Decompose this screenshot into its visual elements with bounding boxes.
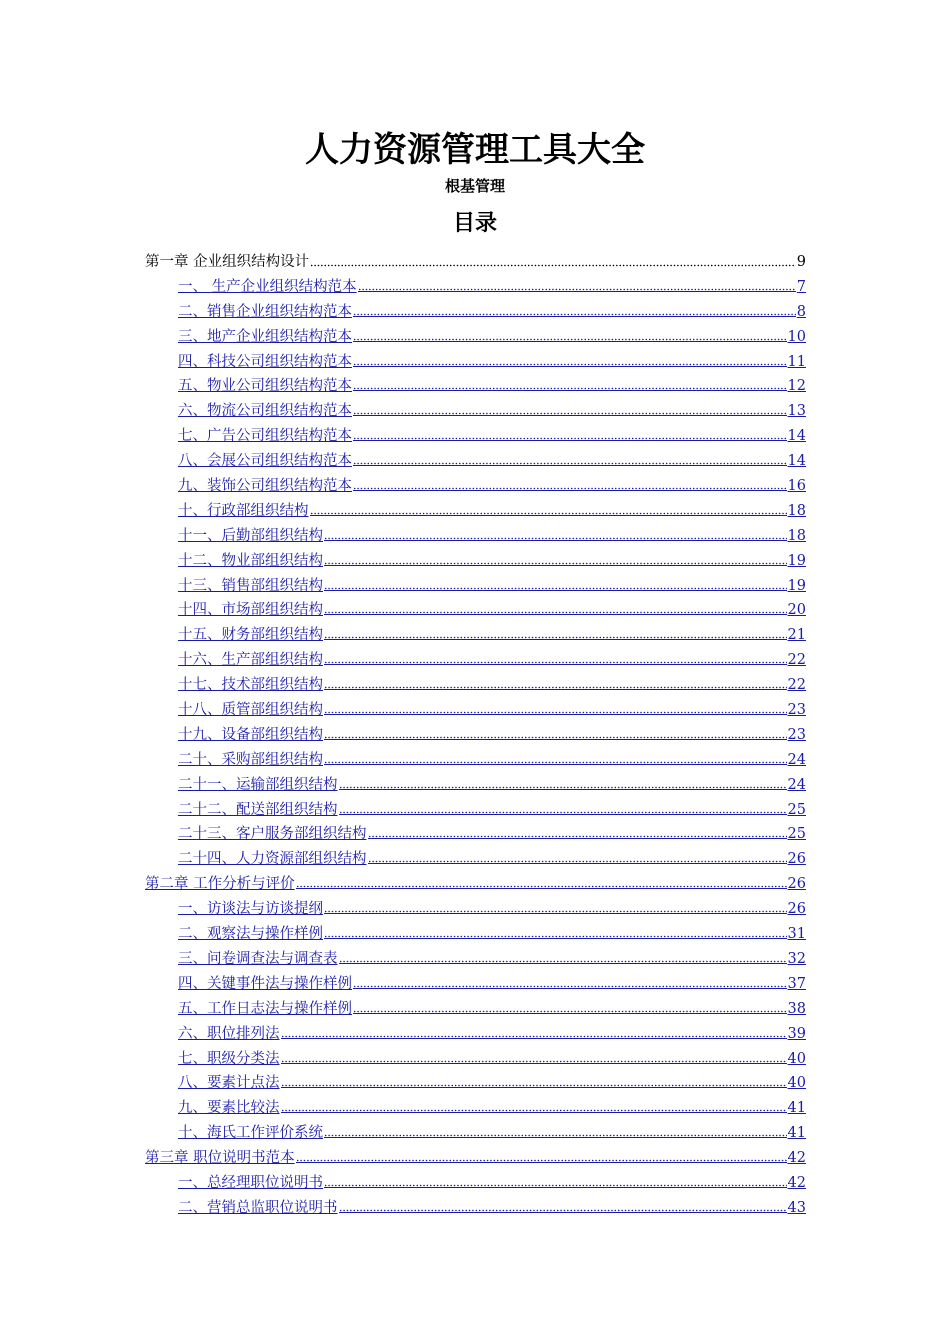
toc-dot-leader [353, 999, 787, 1014]
toc-entry-page-number: 41 [787, 1125, 806, 1142]
toc-entry-page-number: 10 [787, 328, 806, 345]
toc-chapter-entry[interactable] [145, 872, 806, 897]
toc-dot-leader [353, 974, 787, 989]
toc-entry-page-number: 14 [787, 428, 806, 445]
toc-section-entry[interactable] [145, 748, 806, 773]
toc-entry-label: 第一章 企业组织结构设计 [145, 254, 310, 270]
toc-section-entry[interactable] [145, 399, 806, 424]
toc-entry-label: 二、销售企业组织结构范本 [178, 303, 352, 320]
toc-entry-page-number: 18 [787, 527, 806, 544]
toc-section-entry[interactable] [145, 847, 806, 872]
toc-section-entry[interactable] [145, 822, 806, 847]
toc-section-entry[interactable] [145, 1096, 806, 1121]
toc-entry-label: 第二章 工作分析与评价 [145, 876, 295, 893]
toc-dot-leader [353, 401, 787, 416]
toc-entry-page-number: 39 [787, 1025, 806, 1042]
toc-section-entry[interactable] [145, 1047, 806, 1072]
toc-entry-page-number: 24 [787, 776, 806, 793]
toc-entry-label: 三、地产企业组织结构范本 [178, 328, 352, 345]
toc-dot-leader [324, 899, 787, 914]
toc-section-entry[interactable] [145, 897, 806, 922]
toc-dot-leader [353, 426, 787, 441]
toc-dot-leader [368, 849, 787, 864]
toc-entry-page-number: 19 [787, 552, 806, 569]
toc-section-entry[interactable] [145, 1196, 806, 1221]
toc-dot-leader [324, 924, 787, 939]
toc-entry-page-number: 31 [787, 926, 806, 943]
toc-entry-label: 六、物流公司组织结构范本 [178, 403, 352, 420]
toc-entry-label: 十六、生产部组织结构 [178, 652, 323, 669]
toc-section-entry[interactable] [145, 947, 806, 972]
toc-entry-page-number: 13 [787, 403, 806, 420]
toc-section-entry[interactable] [145, 524, 806, 549]
toc-entry-label: 第三章 职位说明书范本 [145, 1150, 295, 1167]
toc-section-entry[interactable] [145, 648, 806, 673]
toc-entry-label: 二十四、人力资源部组织结构 [178, 851, 367, 868]
toc-section-entry[interactable] [145, 374, 806, 399]
toc-section-entry[interactable] [145, 773, 806, 798]
toc-section-entry[interactable] [145, 350, 806, 375]
toc-dot-leader [324, 625, 787, 640]
toc-entry-page-number: 26 [787, 901, 806, 918]
toc-entry-label: 三、问卷调查法与调查表 [178, 950, 338, 967]
toc-entry-label: 十八、质管部组织结构 [178, 702, 323, 719]
toc-entry-label: 二十二、配送部组织结构 [178, 801, 338, 818]
toc-entry-label: 二十三、客户服务部组织结构 [178, 826, 367, 843]
toc-section-entry[interactable] [145, 549, 806, 574]
toc-dot-leader [339, 949, 787, 964]
toc-chapter-entry [145, 250, 806, 275]
toc-dot-leader [324, 725, 787, 740]
toc-entry-label: 十九、设备部组织结构 [178, 726, 323, 743]
toc-section-entry[interactable] [145, 623, 806, 648]
toc-section-entry[interactable] [145, 673, 806, 698]
toc-dot-leader [339, 775, 787, 790]
toc-entry-page-number: 9 [796, 254, 806, 270]
toc-section-entry[interactable] [145, 325, 806, 350]
toc-entry-label: 二十一、运输部组织结构 [178, 776, 338, 793]
toc-entry-page-number: 14 [787, 453, 806, 470]
toc-dot-leader [324, 650, 787, 665]
toc-section-entry[interactable] [145, 1171, 806, 1196]
toc-entry-label: 二、观察法与操作样例 [178, 926, 323, 943]
toc-dot-leader [324, 576, 787, 591]
toc-entry-page-number: 8 [796, 303, 806, 320]
toc-dot-leader [368, 824, 787, 839]
toc-dot-leader [353, 352, 787, 367]
toc-entry-label: 十五、财务部组织结构 [178, 627, 323, 644]
toc-entry-label: 九、装饰公司组织结构范本 [178, 478, 352, 495]
toc-dot-leader [339, 1198, 787, 1213]
toc-entry-page-number: 32 [787, 950, 806, 967]
toc-entry-label: 四、科技公司组织结构范本 [178, 353, 352, 370]
toc-chapter-entry[interactable] [145, 1146, 806, 1171]
toc-section-entry[interactable] [145, 972, 806, 997]
toc-entry-page-number: 7 [796, 278, 806, 295]
toc-dot-leader [353, 302, 796, 317]
toc-entry-page-number: 25 [787, 801, 806, 818]
toc-section-entry[interactable] [145, 499, 806, 524]
toc-dot-leader [324, 526, 787, 541]
toc-entry-page-number: 12 [787, 378, 806, 395]
toc-entry-page-number: 21 [787, 627, 806, 644]
toc-section-entry[interactable] [145, 300, 806, 325]
toc-entry-page-number: 23 [787, 726, 806, 743]
toc-section-entry[interactable] [145, 698, 806, 723]
toc-entry-page-number: 42 [787, 1150, 806, 1167]
toc-dot-leader [353, 451, 787, 466]
toc-section-entry[interactable] [145, 798, 806, 823]
toc-entry-page-number: 25 [787, 826, 806, 843]
toc-section-entry[interactable] [145, 1121, 806, 1146]
toc-entry-label: 九、要素比较法 [178, 1100, 280, 1117]
toc-dot-leader [281, 1073, 787, 1088]
toc-dot-leader [353, 327, 787, 342]
toc-dot-leader [358, 277, 796, 292]
toc-dot-leader [310, 501, 787, 516]
toc-dot-leader [324, 1173, 787, 1188]
toc-dot-leader [324, 600, 787, 615]
toc-heading: 目录 [452, 211, 497, 236]
toc-dot-leader [353, 376, 787, 391]
toc-entry-page-number: 20 [787, 602, 806, 619]
toc-dot-leader [324, 700, 787, 715]
toc-section-entry[interactable] [145, 424, 806, 449]
toc-dot-leader [296, 1148, 787, 1163]
toc-section-entry[interactable] [145, 474, 806, 499]
toc-dot-leader [339, 800, 787, 815]
toc-entry-label: 六、职位排列法 [178, 1025, 280, 1042]
toc-entry-page-number: 43 [787, 1199, 806, 1216]
toc-entry-label: 八、会展公司组织结构范本 [178, 453, 352, 470]
toc-entry-label: 十、海氏工作评价系统 [178, 1125, 323, 1142]
toc-entry-page-number: 23 [787, 702, 806, 719]
toc-entry-page-number: 37 [787, 975, 806, 992]
toc-entry-page-number: 26 [787, 876, 806, 893]
toc-entry-page-number: 41 [787, 1100, 806, 1117]
toc-dot-leader [353, 476, 787, 491]
toc-entry-label: 七、职级分类法 [178, 1050, 280, 1067]
toc-dot-leader [324, 750, 787, 765]
toc-entry-page-number: 24 [787, 751, 806, 768]
toc-dot-leader [281, 1098, 787, 1113]
toc-section-entry[interactable] [145, 922, 806, 947]
toc-entry-label: 十四、市场部组织结构 [178, 602, 323, 619]
toc-section-entry[interactable] [145, 275, 806, 300]
toc-dot-leader [296, 874, 787, 889]
toc-entry-page-number: 40 [787, 1050, 806, 1067]
toc-entry-label: 十、行政部组织结构 [178, 502, 309, 519]
toc-section-entry[interactable] [145, 574, 806, 599]
toc-entry-label: 一、总经理职位说明书 [178, 1174, 323, 1191]
toc-dot-leader [324, 551, 787, 566]
toc-dot-leader [324, 1123, 787, 1138]
toc-entry-page-number: 22 [787, 677, 806, 694]
toc-section-entry[interactable] [145, 723, 806, 748]
toc-entry-label: 一、访谈法与访谈提纲 [178, 901, 323, 918]
toc-section-entry[interactable] [145, 598, 806, 623]
toc-entry-label: 十七、技术部组织结构 [178, 677, 323, 694]
toc-dot-leader [324, 675, 787, 690]
toc-dot-leader [281, 1049, 787, 1064]
toc-entry-page-number: 42 [787, 1174, 806, 1191]
toc-entry-label: 二十、采购部组织结构 [178, 751, 323, 768]
toc-entry-label: 十一、后勤部组织结构 [178, 527, 323, 544]
toc-entry-label: 一、 生产企业组织结构范本 [178, 278, 357, 295]
toc-section-entry[interactable] [145, 449, 806, 474]
toc-entry-label: 十二、物业部组织结构 [178, 552, 323, 569]
toc-entry-label: 十三、销售部组织结构 [178, 577, 323, 594]
toc-entry-page-number: 40 [787, 1075, 806, 1092]
table-of-contents [145, 250, 806, 1221]
toc-dot-leader [310, 253, 796, 267]
toc-entry-page-number: 11 [787, 353, 806, 370]
toc-section-entry[interactable] [145, 1071, 806, 1096]
toc-entry-page-number: 19 [787, 577, 806, 594]
document-title: 人力资源管理工具大全 [305, 130, 645, 170]
toc-entry-label: 七、广告公司组织结构范本 [178, 428, 352, 445]
toc-entry-label: 二、营销总监职位说明书 [178, 1199, 338, 1216]
toc-section-entry[interactable] [145, 997, 806, 1022]
toc-entry-label: 五、工作日志法与操作样例 [178, 1000, 352, 1017]
toc-entry-page-number: 38 [787, 1000, 806, 1017]
toc-entry-page-number: 18 [787, 502, 806, 519]
toc-section-entry[interactable] [145, 1022, 806, 1047]
toc-entry-page-number: 26 [787, 851, 806, 868]
toc-entry-label: 四、关键事件法与操作样例 [178, 975, 352, 992]
document-subtitle: 根基管理 [444, 177, 505, 195]
toc-entry-label: 八、要素计点法 [178, 1075, 280, 1092]
toc-entry-label: 五、物业公司组织结构范本 [178, 378, 352, 395]
toc-entry-page-number: 22 [787, 652, 806, 669]
toc-entry-page-number: 16 [787, 478, 806, 495]
toc-dot-leader [281, 1024, 787, 1039]
